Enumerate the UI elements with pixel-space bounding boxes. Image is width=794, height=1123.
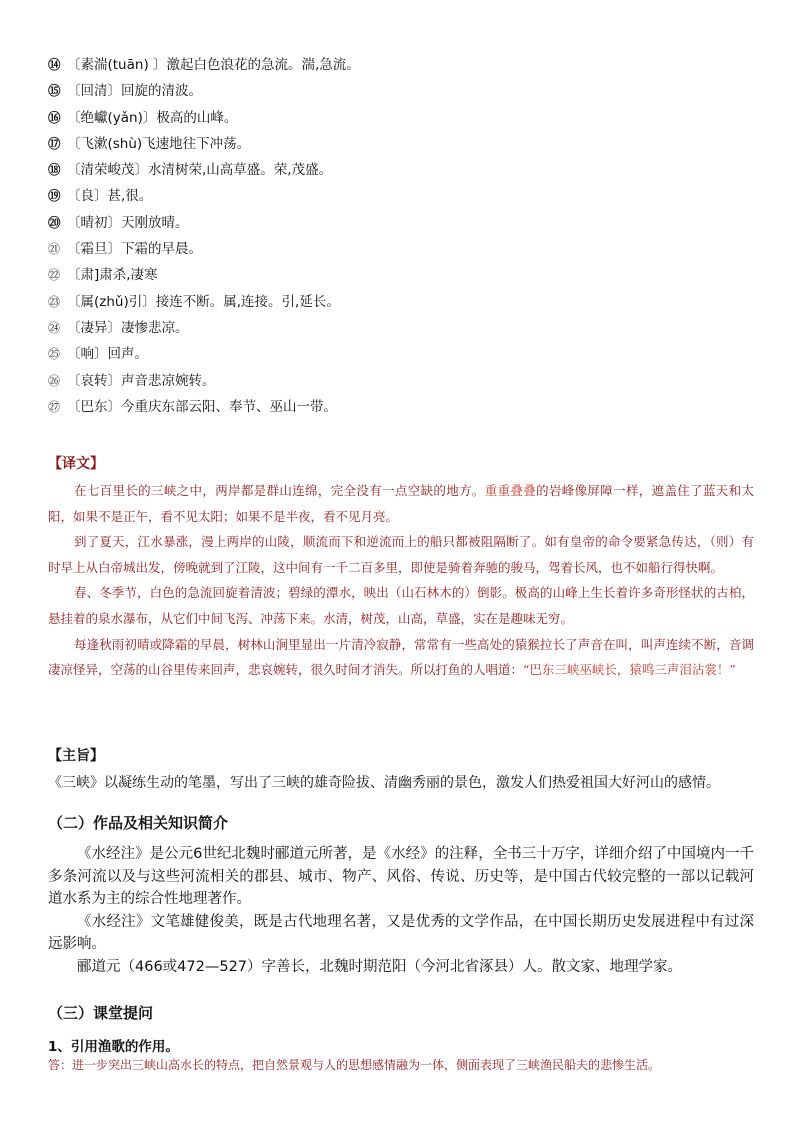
- annotation-text: 〔肃]肃杀,凄寒: [67, 267, 158, 284]
- translation-paragraph: 到了夏天，江水暴涨，漫上两岸的山陵，顺流而下和逆流而上的船只都被阻隔断了。如有皇帝的命令要紧急传达，（则）有时早上从白帝城出发，傍晚就到了江陵，这中间有一千二百多里，即使是骑着奔驰的骏马，驾着长风，也不如船行得快啊。: [48, 534, 754, 575]
- question-answer: 答：进一步突出三峡山高水长的特点，把自然景观与人的思想感情融为一体，侧面表现了三峡渔民船夫的悲惨生活。: [48, 1058, 661, 1072]
- theme-text: 《三峡》以凝练生动的笔墨，写出了三峡的雄奇险拔、清幽秀丽的景色，激发人们热爱祖国大好河山的感情。: [48, 775, 720, 791]
- annotation-text: 〔清荣峻茂〕水清树荣,山高草盛。荣,茂盛。: [67, 162, 333, 179]
- fisherman-song-quote: “巴东三峡巫峡长，猿鸣三声泪沾裳！”: [523, 662, 736, 678]
- annotation-number: ⑰: [48, 135, 61, 151]
- intro-paragraph: 郦道元（466或472—527）字善长，北魏时期范阳（今河北省涿县）人。散文家、地理学家。: [77, 958, 683, 975]
- highlighted-text: 重重叠叠: [484, 483, 537, 498]
- annotation-item: [48, 315, 768, 341]
- annotation-number: ⑳: [48, 214, 61, 230]
- annotation-item: [48, 78, 768, 104]
- translation-text: 每逢秋雨初晴或降霜的早晨，树林山涧里显出一片清冷寂静，常常有一些高处的猿猴拉长了声音在叫，叫声连续不断，音调凄凉怪异，空荡的山谷里传来回声，悲哀婉转，很久时间才消失。所以打鱼的人唱道：: [48, 636, 754, 678]
- translation-paragraph: [48, 478, 754, 529]
- annotation-item: [48, 236, 768, 262]
- annotation-text: 〔晴初〕天刚放晴。: [67, 214, 189, 231]
- annotation-item: [48, 183, 768, 209]
- section-heading-questions: （三）课堂提问: [48, 1004, 154, 1022]
- annotation-item: [48, 157, 768, 183]
- annotation-item: [48, 368, 768, 394]
- annotation-item: [48, 131, 768, 157]
- annotation-item: [48, 341, 768, 367]
- annotation-text: 〔凄异〕凄惨悲凉。: [67, 319, 189, 336]
- annotation-number: ⑲: [48, 188, 61, 204]
- annotation-text: 〔霜旦〕下霜的早晨。: [67, 241, 202, 258]
- translation-text: 在七百里长的三峡之中，两岸都是群山连绵，完全没有一点空缺的地方。: [74, 483, 485, 498]
- annotation-item: [48, 262, 768, 288]
- intro-paragraph: 《水经注》文笔雄健俊美，既是古代地理名著，又是优秀的文学作品，在中国长期历史发展进程中有过深远影响。: [48, 913, 754, 952]
- annotation-item: [48, 105, 768, 131]
- annotation-text: 〔绝巘(yǎn)〕极高的山峰。: [67, 109, 238, 126]
- section-heading-intro: （二）作品及相关知识简介: [48, 814, 229, 832]
- annotation-number: ㉓: [48, 294, 61, 309]
- annotation-text: 〔响〕回声。: [67, 346, 148, 363]
- annotation-list: [48, 52, 768, 420]
- annotation-number: ㉔: [48, 320, 61, 335]
- annotation-text: 〔良〕甚,很。: [67, 188, 153, 205]
- theme-heading: 【主旨】: [48, 748, 104, 764]
- translation-text: 的岩峰像屏障一样，遮盖住了蓝天和太阳，如果不是正午，看不见太阳；如果不是半夜，看不见月亮。: [48, 483, 754, 524]
- annotation-number: ⑯: [48, 109, 61, 125]
- question-title: 1、引用渔歌的作用。: [48, 1039, 179, 1055]
- annotation-number: ⑮: [48, 83, 61, 99]
- annotation-number: ㉑: [48, 242, 61, 257]
- annotation-text: 〔巴东〕今重庆东部云阳、奉节、巫山一带。: [67, 398, 337, 415]
- annotation-number: ㉖: [48, 373, 61, 388]
- annotation-text: 〔哀转〕声音悲凉婉转。: [67, 372, 216, 389]
- annotation-number: ⑭: [48, 57, 61, 72]
- annotation-number: ㉒: [48, 268, 61, 283]
- annotation-text: 〔飞漱(shù)飞速地往下冲荡。: [67, 135, 251, 152]
- translation-paragraph: [48, 632, 754, 683]
- intro-paragraph: 《水经注》是公元6世纪北魏时郦道元所著，是《水经》的注释，全书三十万字，详细介绍了中国境内一千多条河流以及与这些河流相关的郡县、城市、物产、风俗、传说、历史等，是中国古代较完整的一部以记载河道水系为主的综合性地理著作。: [48, 846, 754, 907]
- annotation-item: [48, 210, 768, 236]
- translation-heading: 【译文】: [48, 456, 104, 472]
- annotation-item: [48, 52, 768, 78]
- annotation-text: 〔素湍(tuān) 〕激起白色浪花的急流。湍,急流。: [67, 57, 360, 73]
- annotation-number: ㉗: [48, 399, 61, 414]
- translation-body: [48, 478, 754, 683]
- annotation-number: ⑱: [48, 162, 61, 178]
- annotation-item: [48, 289, 768, 315]
- annotation-number: ㉕: [48, 347, 61, 362]
- annotation-text: 〔回清〕回旋的清波。: [67, 83, 202, 100]
- translation-paragraph: 春、冬季节，白色的急流回旋着清波；碧绿的潭水，映出（山石林木的）倒影。极高的山峰上生长着许多奇形怪状的古柏，悬挂着的泉水瀑布，从它们中间飞泻、冲荡下来。水清，树茂，山高，草盛，实在是趣味无穷。: [48, 585, 754, 626]
- annotation-text: 〔属(zhǔ)引〕接连不断。属,连接。引,延长。: [67, 293, 340, 310]
- annotation-item: [48, 394, 768, 420]
- work-introduction: [48, 843, 754, 978]
